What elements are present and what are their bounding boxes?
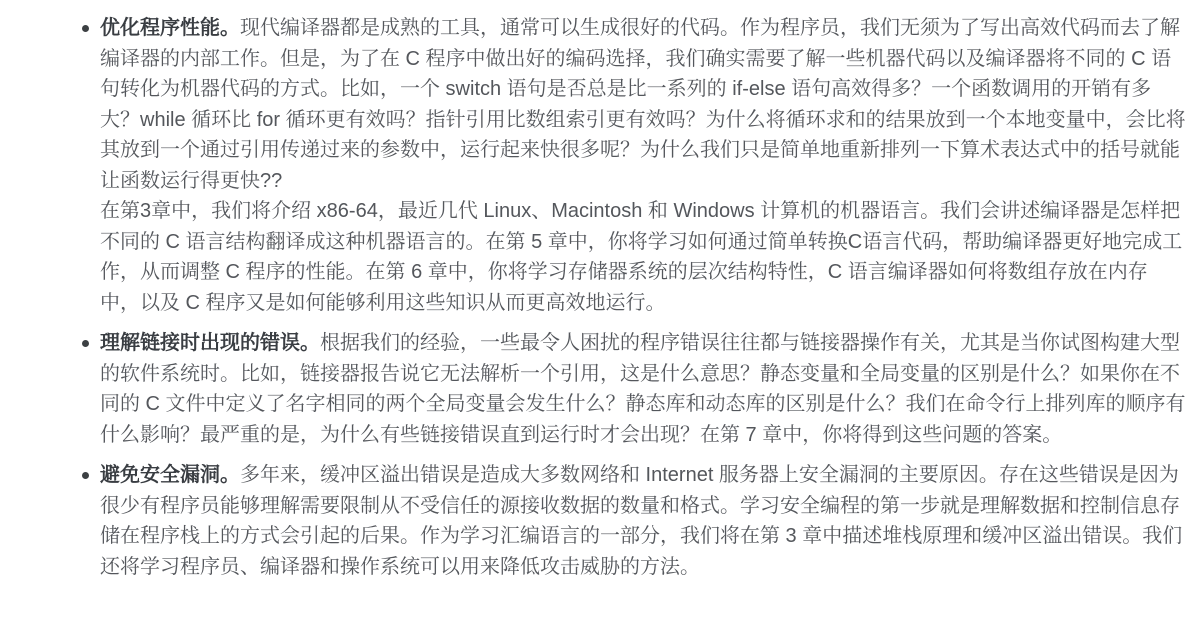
item-title: 避免安全漏洞。 xyxy=(100,464,240,486)
item-text: 多年来，缓冲区溢出错误是造成大多数网络和 Internet 服务器上安全漏洞的主要原因。存在这些错误是因为很少有程序员能够理解需要限制从不受信任的源接收数据的数量和格式。学习安全编程的第一步就是理解数据和控制信息存储在程序栈上的方式会引起的后果。作为学习汇编语言的一部分，我们将在第 3 章中描述堆栈原理和缓冲区溢出错误。我们还将学习程序员、编译器和操作系统可以用来降低攻击威胁的方法。 xyxy=(100,464,1183,578)
item-title: 优化程序性能。 xyxy=(100,17,240,39)
bullet-icon xyxy=(82,340,89,347)
list-item-security-holes xyxy=(100,460,1186,582)
item-paragraph xyxy=(100,460,1186,582)
list-item-optimize-performance xyxy=(100,13,1186,318)
item-paragraph xyxy=(100,328,1186,450)
bullet-list xyxy=(100,13,1186,582)
item-paragraph xyxy=(100,13,1186,196)
item-title: 理解链接时出现的错误。 xyxy=(100,332,320,354)
bullet-icon xyxy=(82,25,89,32)
bullet-icon xyxy=(82,472,89,479)
item-text: 根据我们的经验，一些最令人困扰的程序错误往往都与链接器操作有关，尤其是当你试图构建大型的软件系统时。比如，链接器报告说它无法解析一个引用，这是什么意思？静态变量和全局变量的区别是什么？如果你在不同的 C 文件中定义了名字相同的两个全局变量会发生什么？静态库和动态库的区别是什么？我们在命令行上排列库的顺序有什么影响？最严重的是，为什么有些链接错误直到运行时才会出现？在第 7 章中，你将得到这些问题的答案。 xyxy=(100,332,1186,446)
item-paragraph: 在第3章中，我们将介绍 x86-64，最近几代 Linux、Macintosh 和 Windows 计算机的机器语言。我们会讲述编译器是怎样把不同的 C 语言结构翻译成这种机器语言的。在第 5 章中，你将学习如何通过简单转换C语言代码，帮助编译器更好地完成工作，从而调整 C 程序的性能。在第 6 章中，你将学习存储器系统的层次结构特性，C 语言编译器如何将数组存放在内存中，以及 C 程序又是如何能够利用这些知识从而更高效地运行。 xyxy=(100,200,1183,314)
list-item-linking-errors xyxy=(100,328,1186,450)
item-text: 现代编译器都是成熟的工具，通常可以生成很好的代码。作为程序员，我们无须为了写出高效代码而去了解编译器的内部工作。但是，为了在 C 程序中做出好的编码选择，我们确实需要了解一些机器代码以及编译器将不同的 C 语句转化为机器代码的方式。比如，一个 switch 语句是否总是比一系列的 if-else 语句高效得多？一个函数调用的开销有多大？while 循环比 for 循环更有效吗？指针引用比数组索引更有效吗？为什么将循环求和的结果放到一个本地变量中，会比将其放到一个通过引用传递过来的参数中，运行起来快很多呢？为什么我们只是简单地重新排列一下算术表达式中的括号就能让函数运行得更快?? xyxy=(100,17,1186,192)
